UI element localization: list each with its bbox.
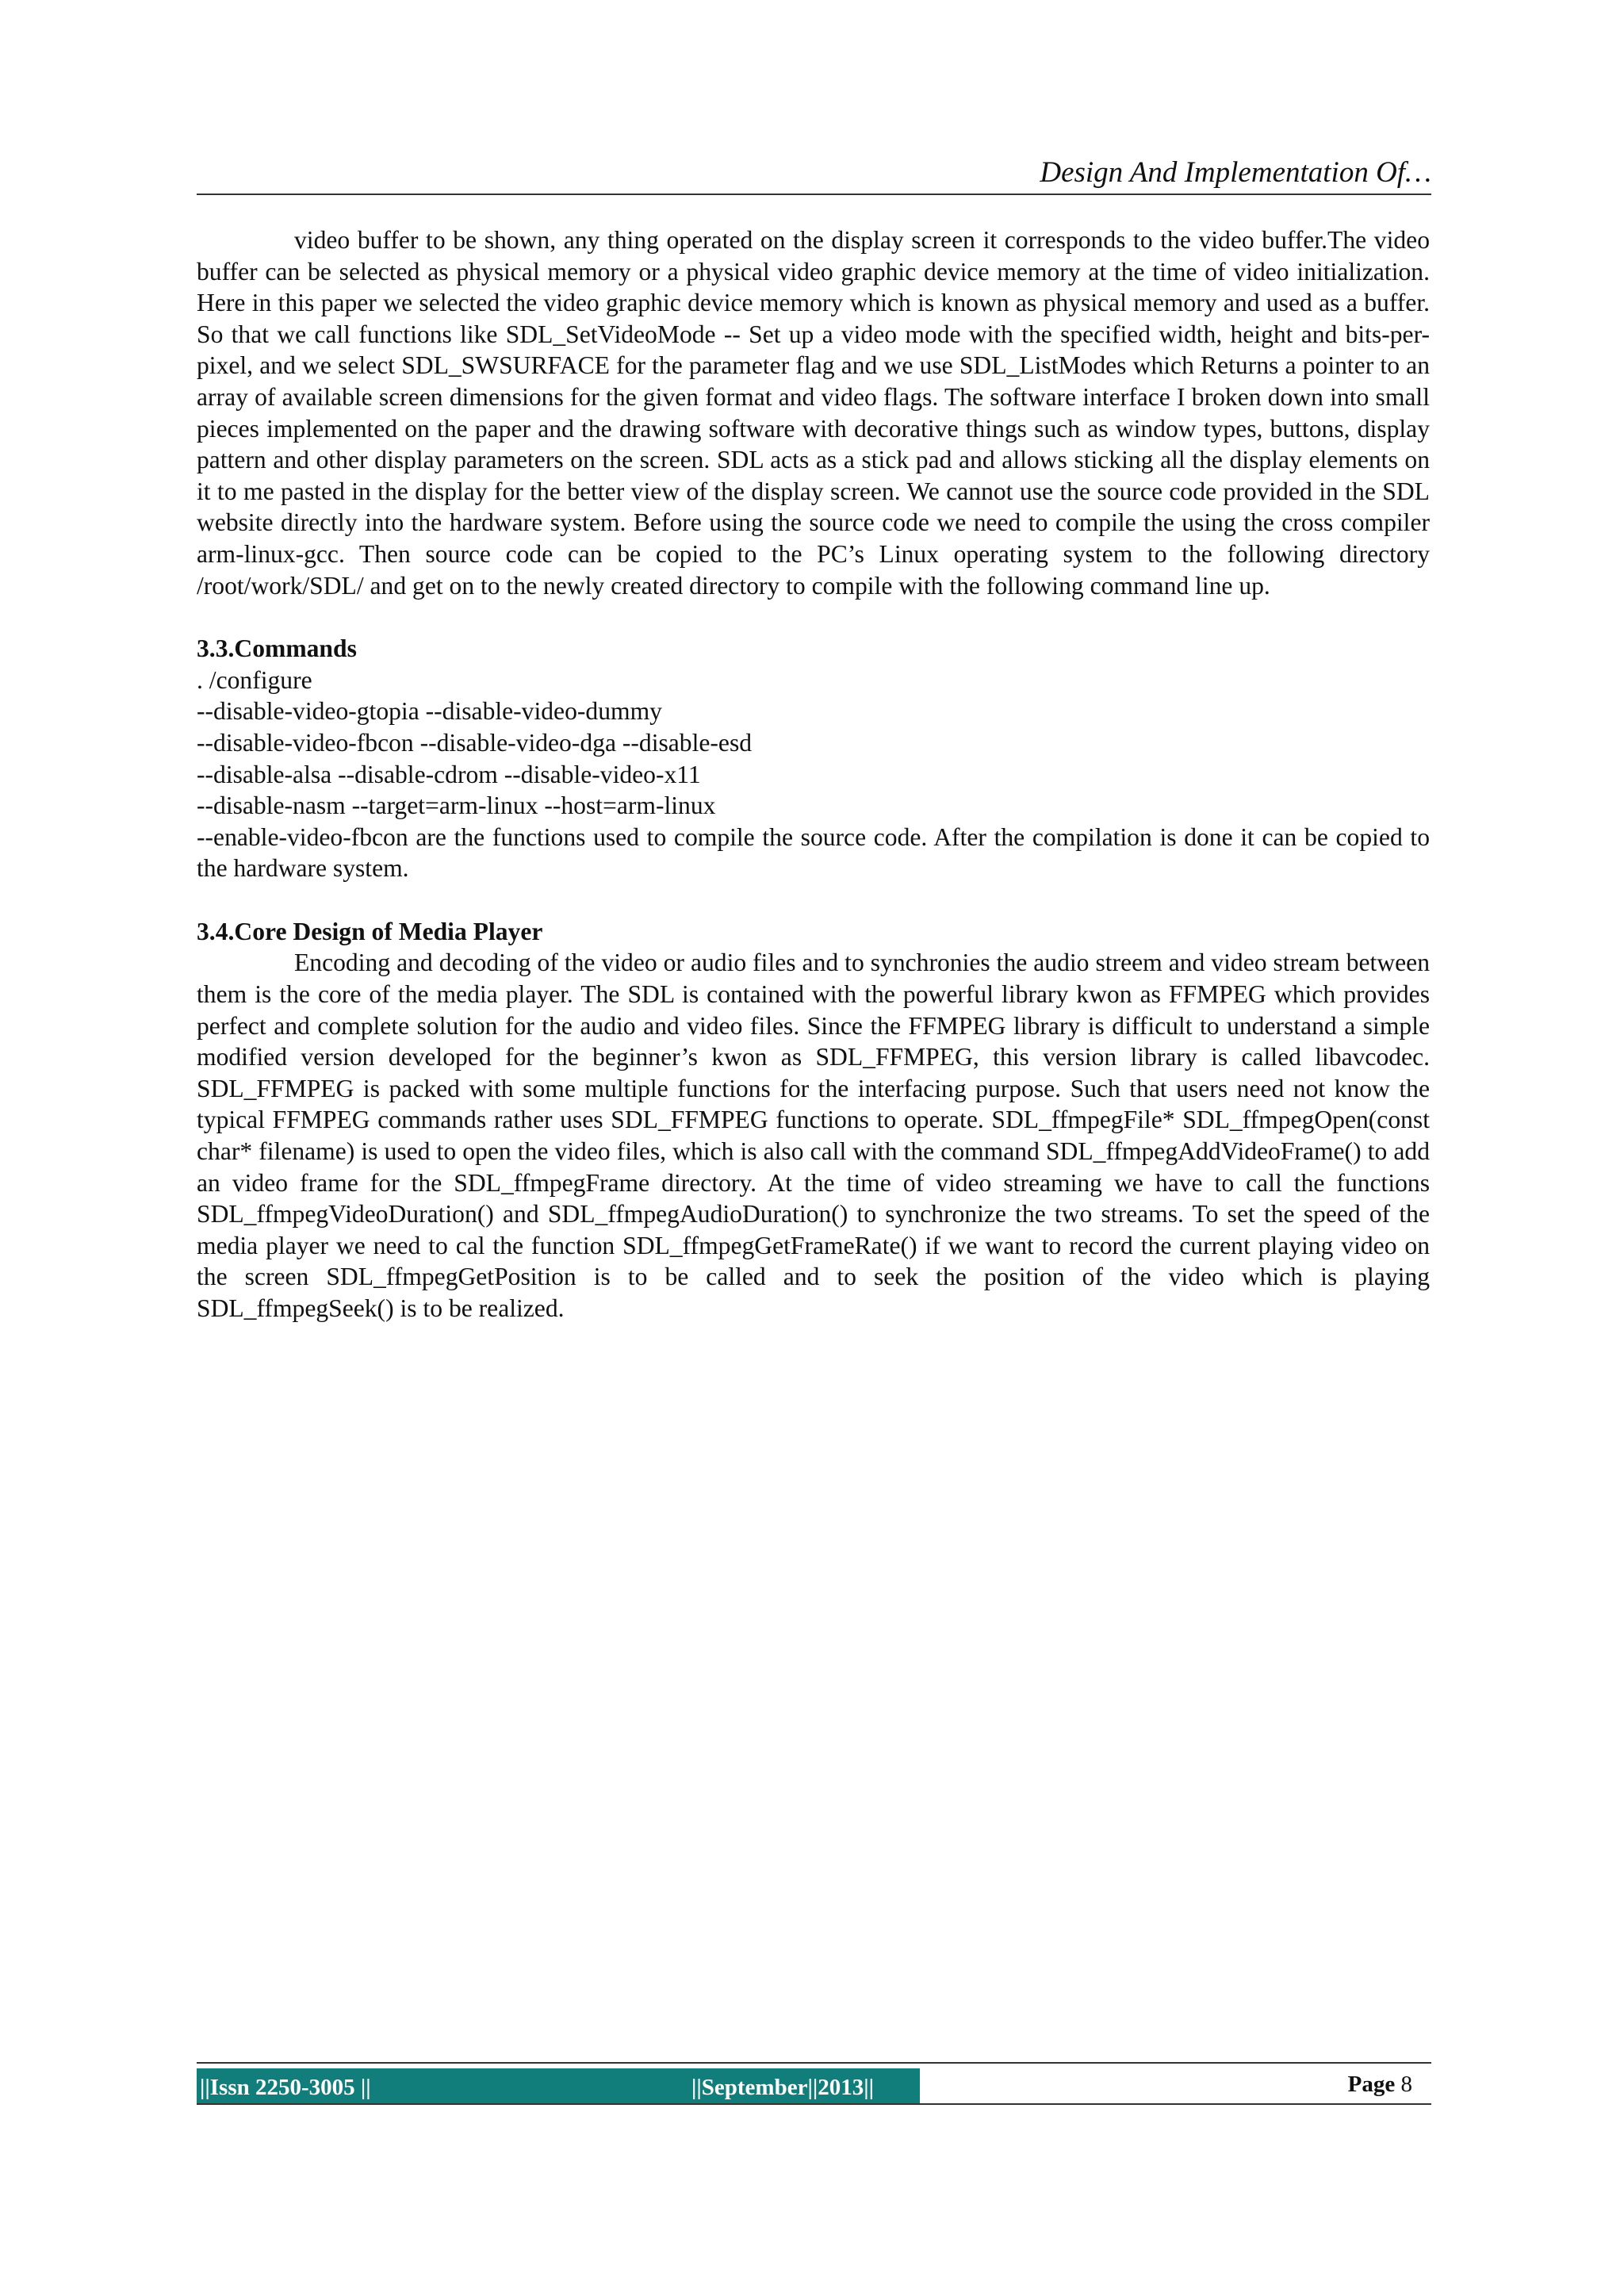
paragraph-intro: video buffer to be shown, any thing operated on the display screen it corresponds to the video buffer.The video buffer can be selected as physical memory or a physical video graphic device memory at the time of video initialization. Here in this paper we selected the video graphic device memory which is known as physical memory and used as a buffer. So that we call functions like SDL_SetVideoMode -- Set up a video mode with the specified width, height and bits-per-pixel, and we select SDL_SWSURFACE for the parameter flag and we use SDL_ListModes which Returns a pointer to an array of available screen dimensions for the given format and video flags. The software interface I broken down into small pieces implemented on the paper and the drawing software with decorative things such as window types, buttons, display pattern and other display parameters on the screen. SDL acts as a stick pad and allows sticking all the display elements on it to me pasted in the display for the better view of the display screen. We cannot use the source code provided in the SDL website directly into the hardware system. Before using the source code we need to compile the using the cross compiler arm-linux-gcc. Then source code can be copied to the PC’s Linux operating system to the following directory /root/work/SDL/ and get on to the newly created directory to compile with the following command line up. bbox=[197, 226, 1430, 600]
section-heading-commands: 3.3.Commands bbox=[197, 634, 357, 663]
running-title: Design And Implementation Of… bbox=[1040, 156, 1431, 189]
page-number-value: 8 bbox=[1400, 2072, 1412, 2097]
footer-date: ||September||2013|| bbox=[691, 2075, 875, 2100]
command-line: --disable-alsa --disable-cdrom --disable-video-x11 bbox=[197, 760, 701, 788]
command-line: --disable-video-fbcon --disable-video-dga --disable-esd bbox=[197, 728, 753, 757]
command-line: . /configure bbox=[197, 665, 312, 694]
main-text bbox=[197, 224, 1430, 1324]
command-line: --disable-nasm --target=arm-linux --host=arm-linux bbox=[197, 792, 716, 820]
page-label: Page bbox=[1347, 2072, 1396, 2097]
section-heading-core-design: 3.4.Core Design of Media Player bbox=[197, 917, 543, 945]
page-footer bbox=[197, 2062, 1431, 2110]
footer-rule bbox=[920, 2103, 1431, 2105]
command-line: --disable-video-gtopia --disable-video-dummy bbox=[197, 697, 662, 726]
commands-description: --enable-video-fbcon are the functions used to compile the source code. After the compilation is done it can be copied to the hardware system. bbox=[197, 822, 1430, 883]
footer-issn: ||Issn 2250-3005 || bbox=[200, 2075, 371, 2100]
paragraph-core-design: Encoding and decoding of the video or audio files and to synchronies the audio streem and video stream between them is the core of the media player. The SDL is contained with the powerful library kwon as FFMPEG which provides perfect and complete solution for the audio and video files. Since the FFMPEG library is difficult to understand a simple modified version developed for the beginner’s kwon as SDL_FFMPEG, this version library is called libavcodec. SDL_FFMPEG is packed with some multiple functions for the interfacing purpose. Such that users need not know the typical FFMPEG commands rather uses SDL_FFMPEG functions to operate. SDL_ffmpegFile* SDL_ffmpegOpen(const char* filename) is used to open the video files, which is also call with the command SDL_ffmpegAddVideoFrame() to add an video frame for the SDL_ffmpegFrame directory. At the time of video streaming we have to call the functions SDL_ffmpegVideoDuration() and SDL_ffmpegAudioDuration() to synchronize the two streams. To set the speed of the media player we need to cal the function SDL_ffmpegGetFrameRate() if we want to record the current playing video on the screen SDL_ffmpegGetPosition is to be called and to seek the position of the video which is playing SDL_ffmpegSeek() is to be realized. bbox=[197, 949, 1430, 1322]
footer-band bbox=[197, 2068, 920, 2105]
page-number bbox=[1348, 2072, 1412, 2098]
running-header bbox=[197, 149, 1431, 195]
